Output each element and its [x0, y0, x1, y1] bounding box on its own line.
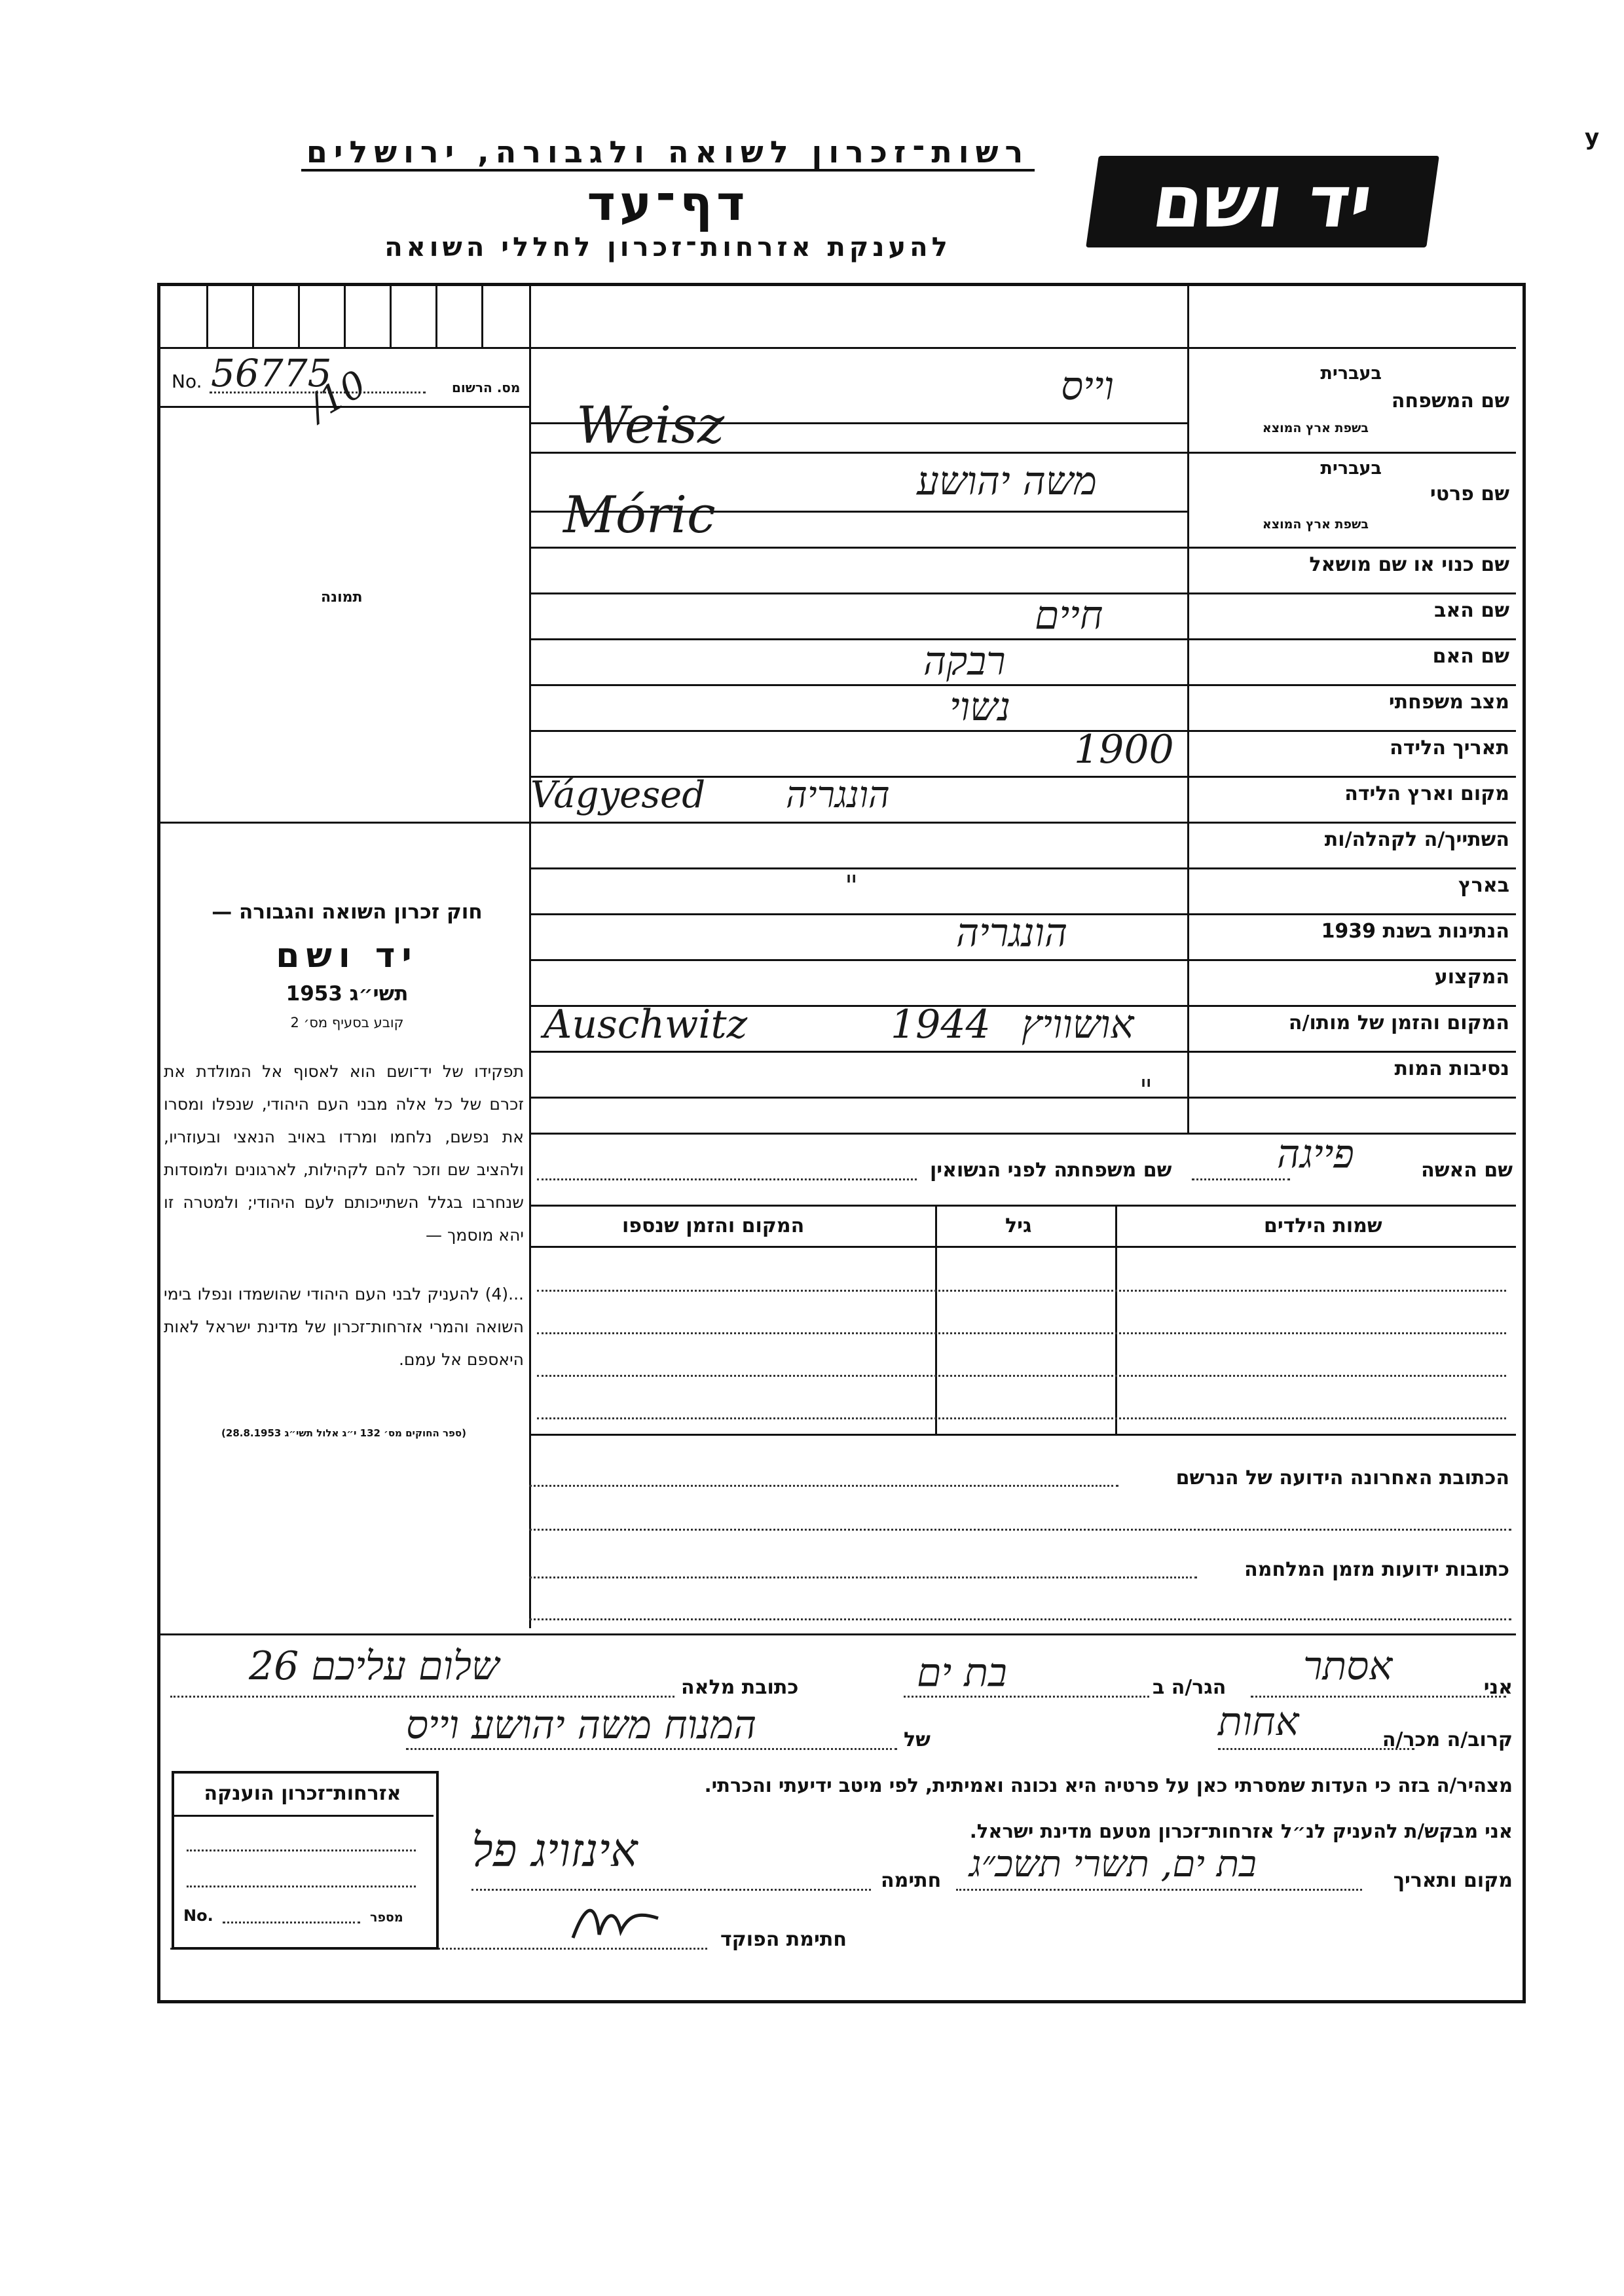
label-column-divider: [1187, 347, 1189, 1133]
family-name-hebrew-value: וייס: [1061, 363, 1114, 409]
row-line-15: [529, 1133, 1516, 1135]
registration-no-prefix: No.: [172, 371, 202, 392]
row-line-4: [529, 638, 1516, 640]
children-row-3: [537, 1375, 1506, 1377]
row-line-9: [529, 867, 1516, 869]
wife-name-dots: [1192, 1178, 1290, 1180]
death-year-value: 1944: [891, 1002, 991, 1048]
country-value: ": [845, 869, 858, 903]
children-col-divider-2: [935, 1205, 937, 1434]
row-line-6: [529, 730, 1516, 732]
request-text: אני מבקש/ת להעניק לנ״ל אזרחות־זכרון מטעם מדינת ישראל.: [969, 1820, 1513, 1842]
first-name-origin-sublabel: בשפת ארץ המוצא: [1262, 517, 1369, 532]
family-name-hebrew-sublabel: בעברית: [1320, 363, 1382, 384]
father-name-label: שם האב: [1434, 599, 1509, 622]
stamp-no-dots: [223, 1922, 360, 1923]
relation-of-value: המנוח משה יהושע וייס: [406, 1702, 757, 1748]
law-text-2: ...(4) להעניק לבני העם היהודי שהושמדו ונפלו בימי השואה והמרי אזרחות־זכרון של מדינת ישראל לאות היאספם אל עמם.: [164, 1285, 524, 1369]
death-circumstances-label: נסיבות המות: [1394, 1057, 1509, 1080]
stamp-number-label: מספר: [370, 1910, 403, 1925]
place-date-label: מקום ותאריך: [1393, 1869, 1513, 1892]
tick-1: [206, 286, 208, 347]
relation-of-dots: [406, 1748, 897, 1750]
marital-status-label: מצב משפחתי: [1388, 691, 1509, 714]
stamp-dots-1: [187, 1850, 416, 1851]
signature-value: אינזויג פל: [471, 1823, 638, 1877]
relation-value: אחות: [1218, 1699, 1299, 1745]
registration-suffix: /10: [301, 362, 374, 429]
photo-label: תמונה: [321, 589, 363, 606]
place-date-value: בת ים, תשרי תשכ״ג: [969, 1843, 1257, 1886]
relation-dots: [1218, 1748, 1414, 1750]
registration-label: מס. הרשום: [452, 380, 521, 395]
children-age-header: גיל: [1005, 1214, 1032, 1237]
signature-label: חתימה: [881, 1869, 942, 1892]
children-death-header: המקום והזמן שנספו: [622, 1214, 805, 1237]
place-date-dots: [956, 1889, 1362, 1891]
registration-line: [160, 406, 529, 408]
wife-name-label: שם האשה: [1421, 1159, 1513, 1182]
corner-mark: y: [1585, 124, 1600, 151]
children-col-divider-1: [1115, 1205, 1117, 1434]
last-address-dots-1: [529, 1485, 1118, 1487]
registration-number: 56775: [211, 351, 332, 395]
first-name-label: שם פרטי: [1430, 483, 1509, 505]
country-label: בארץ: [1458, 874, 1509, 897]
marital-status-value: נשוי: [950, 684, 1011, 730]
law-clause: קובע בסעיף מס׳ 2: [290, 1015, 404, 1030]
stamp-no-label: No.: [183, 1906, 213, 1925]
children-row-1: [537, 1290, 1506, 1292]
children-header-line: [529, 1246, 1516, 1248]
citizenship-label: הנתינות בשנת 1939: [1321, 920, 1509, 943]
family-name-origin-sublabel: בשפת ארץ המוצא: [1262, 421, 1369, 435]
tick-2: [252, 286, 254, 347]
nickname-label: שם כנוי או שם מושאל: [1309, 553, 1509, 576]
mother-name-label: שם האם: [1432, 645, 1509, 668]
declarant-resident-dots: [904, 1696, 1149, 1698]
row-line-8: [529, 822, 1516, 824]
relation-label: קרוב/ה מכר/ה: [1382, 1728, 1513, 1751]
mother-name-value: רבקה: [923, 638, 1006, 684]
left-column-divider: [529, 286, 531, 1628]
law-title: חוק זכרון השואה והגבורה —: [212, 900, 483, 924]
page-title: דף־עד: [587, 175, 749, 232]
death-place-origin-value: Auschwitz: [544, 1002, 748, 1048]
tick-5: [390, 286, 392, 347]
wartime-address-dots-2: [529, 1618, 1511, 1620]
page-subtitle: להענקת אזרחות־זכרון לחללי השואה: [384, 232, 951, 263]
death-circumstances-value: ": [1139, 1074, 1153, 1107]
row-line-3: [529, 592, 1516, 594]
declarant-resident-value: בת ים: [917, 1650, 1007, 1696]
law-name: יד ושם: [276, 936, 418, 975]
tick-4: [344, 286, 346, 347]
birth-date-value: 1900: [1074, 727, 1174, 773]
father-name-value: חיים: [1035, 592, 1103, 638]
wife-maiden-name-label: שם משפחתה לפני הנשואין: [930, 1159, 1172, 1182]
officer-signature-mark: [570, 1899, 661, 1944]
death-place-label: המקום והזמן של מותו/ה: [1288, 1011, 1509, 1034]
row-line-14: [529, 1097, 1516, 1099]
birth-place-label: מקום וארץ הלידה: [1344, 782, 1509, 805]
declarant-address-label: כתובת מלאה: [681, 1676, 799, 1699]
last-address-label: הכתובת האחרונה הידועה של הנרשם: [1175, 1467, 1509, 1489]
stamp-box-line: [174, 1815, 434, 1817]
wife-name-value: פייגה: [1277, 1131, 1354, 1177]
birth-place-hebrew-value: הונגריה: [786, 774, 890, 816]
relation-of-label: של: [904, 1728, 931, 1751]
declarant-resident-label: הגר/ה ב: [1153, 1676, 1227, 1699]
yad-vashem-logo: יד ושם: [1086, 156, 1439, 247]
law-year: תשי״ג 1953: [286, 982, 409, 1006]
authority-underline: [301, 169, 1035, 172]
law-text-1: תפקידו של יד־ושם הוא לאסוף אל המולדת את זכרם של כל אלה מבני העם היהודי, שנפלו ומסרו את נפשם, נלחמו ומרדו באויב הנאצי ובעוזריו, ולהציב שם וזכר להם לקהילות, לארגונים ולמוסדות שנחרבו בגלל השתייכותם לעם היהודי; ולמטרה זו יהא מוסמך —: [164, 1062, 524, 1245]
death-place-hebrew-value: אושוויץ: [1022, 1002, 1134, 1048]
top-row-line: [160, 347, 1516, 349]
row-line-2: [529, 547, 1516, 549]
law-source: (ספר החוקים מס׳ 132 י״ג אלול תשי״ג 28.8.1953): [221, 1427, 466, 1439]
declaration-top-line: [160, 1633, 1516, 1635]
row-line-5: [529, 684, 1516, 686]
community-label: השתייך/ה לקהלה/ות: [1324, 828, 1509, 851]
family-name-label: שם המשפחה: [1391, 390, 1509, 412]
wartime-address-label: כתובות ידועות מזמן המלחמה: [1244, 1558, 1509, 1581]
children-names-header: שמות הילדים: [1264, 1214, 1382, 1237]
authority-heading: רשות־זכרון לשואה ולגבורה, ירושלים: [306, 134, 1030, 170]
profession-label: המקצוע: [1434, 966, 1509, 989]
photo-line: [160, 822, 529, 824]
declarant-ani-label: אני: [1483, 1676, 1513, 1699]
birth-date-label: תאריך הלידה: [1390, 737, 1509, 759]
tick-3: [298, 286, 300, 347]
children-bottom-line: [529, 1434, 1516, 1436]
citizenship-value: הונגריה: [956, 910, 1068, 956]
last-address-dots-2: [529, 1529, 1511, 1531]
signature-dots: [471, 1889, 871, 1891]
label-column-divider-top: [1187, 286, 1189, 347]
declarant-address-dots: [170, 1696, 674, 1698]
first-name-hebrew-value: משה יהושע: [917, 458, 1097, 504]
family-name-origin-value: Weisz: [576, 396, 725, 455]
first-name-hebrew-sublabel: בעברית: [1320, 458, 1382, 479]
first-name-origin-value: Móric: [563, 486, 716, 545]
wife-line: [529, 1205, 1516, 1207]
row-line-13: [529, 1051, 1516, 1053]
wartime-address-dots-1: [529, 1576, 1197, 1578]
tick-7: [481, 286, 483, 347]
wife-maiden-dots: [537, 1178, 917, 1180]
declarant-ani-value: אסתר: [1303, 1643, 1393, 1689]
tick-6: [435, 286, 437, 347]
declarant-address-value: שלום עליכם 26: [249, 1643, 500, 1689]
row-line-11: [529, 959, 1516, 961]
declarant-ani-dots: [1251, 1696, 1506, 1698]
stamp-dots-2: [187, 1886, 416, 1887]
citizenship-granted-title: אזרחות־זכרון הוענקה: [204, 1782, 401, 1805]
children-row-2: [537, 1332, 1506, 1334]
children-row-4: [537, 1417, 1506, 1419]
officer-signature-label: חתימת הפוקד: [720, 1928, 847, 1951]
declaration-text: מצהיר/ה בזה כי העדות שמסרתי כאן על פרטיה היא נכונה ואמיתית, לפי מיטב ידיעתי והכרתי.: [704, 1774, 1513, 1796]
birth-place-origin-value: Vágyesed: [530, 774, 706, 816]
